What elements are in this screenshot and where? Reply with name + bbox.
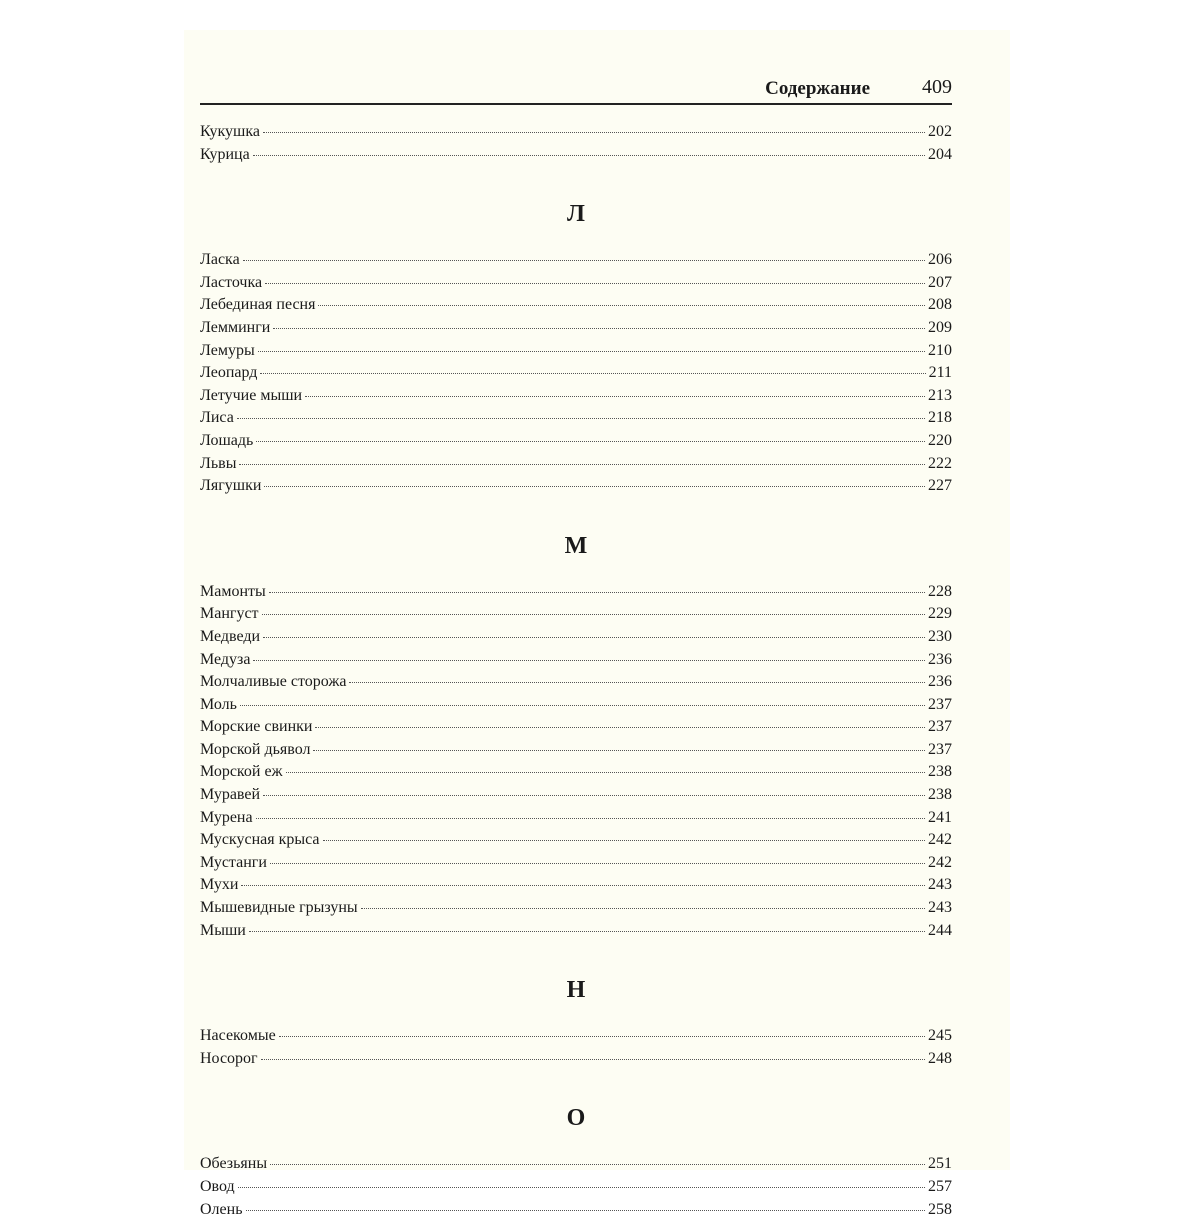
entry-page-number: 237 bbox=[928, 718, 952, 736]
dot-leader bbox=[265, 283, 925, 284]
entry-page-number: 245 bbox=[928, 1027, 952, 1045]
toc-entry bbox=[200, 829, 952, 852]
entry-page-number: 213 bbox=[928, 386, 952, 404]
entry-page-number: 208 bbox=[928, 296, 952, 314]
header-title: Содержание bbox=[765, 78, 870, 99]
dot-leader bbox=[264, 486, 925, 487]
dot-leader bbox=[323, 840, 925, 841]
toc-entry bbox=[200, 1153, 952, 1176]
entry-title: Курица bbox=[200, 145, 250, 163]
entry-page-number: 257 bbox=[928, 1178, 952, 1195]
dot-leader bbox=[286, 772, 925, 773]
entry-title: Лемминги bbox=[200, 318, 271, 336]
toc-entry bbox=[200, 649, 952, 672]
dot-leader bbox=[263, 795, 925, 796]
dot-leader bbox=[318, 305, 925, 306]
dot-leader bbox=[315, 727, 925, 728]
entry-title: Мурена bbox=[200, 808, 253, 826]
entry-page-number: 251 bbox=[928, 1155, 952, 1173]
dot-leader bbox=[305, 396, 925, 397]
entry-title: Лошадь bbox=[200, 431, 254, 449]
entry-title: Лебединая песня bbox=[200, 296, 316, 314]
running-header bbox=[200, 76, 952, 102]
section-letter-heading: Л bbox=[567, 201, 585, 228]
toc-entry bbox=[200, 340, 952, 363]
toc-entry bbox=[200, 385, 952, 408]
entry-page-number: 211 bbox=[928, 364, 952, 382]
header-rule bbox=[200, 103, 952, 105]
table-of-contents bbox=[200, 121, 952, 1221]
dot-leader bbox=[349, 682, 925, 683]
toc-section bbox=[200, 166, 952, 498]
entry-title: Кукушка bbox=[200, 123, 260, 140]
dot-leader bbox=[263, 637, 925, 638]
toc-entry bbox=[200, 807, 952, 830]
entry-page-number: 227 bbox=[928, 477, 952, 495]
toc-section bbox=[200, 1070, 952, 1221]
toc-entry bbox=[200, 739, 952, 762]
dot-leader bbox=[279, 1036, 925, 1037]
toc-entry bbox=[200, 475, 952, 498]
dot-leader bbox=[237, 418, 925, 419]
toc-entry bbox=[200, 1048, 952, 1071]
toc-section bbox=[200, 942, 952, 1070]
toc-entry bbox=[200, 1176, 952, 1199]
dot-leader bbox=[253, 660, 925, 661]
dot-leader bbox=[256, 818, 925, 819]
toc-entry bbox=[200, 671, 952, 694]
dot-leader bbox=[361, 908, 925, 909]
toc-entry bbox=[200, 272, 952, 295]
toc-section bbox=[200, 121, 952, 166]
entry-page-number: 220 bbox=[928, 431, 952, 449]
entry-title: Лиса bbox=[200, 409, 234, 427]
entry-page-number: 209 bbox=[928, 318, 952, 336]
entry-page-number: 244 bbox=[928, 921, 952, 939]
entry-page-number: 202 bbox=[928, 123, 952, 140]
toc-entry bbox=[200, 430, 952, 453]
toc-section bbox=[200, 498, 952, 943]
entry-title: Ласточка bbox=[200, 273, 263, 291]
toc-entry bbox=[200, 317, 952, 340]
entry-page-number: 243 bbox=[928, 876, 952, 894]
toc-entry bbox=[200, 626, 952, 649]
entry-title: Морские свинки bbox=[200, 718, 313, 736]
dot-leader bbox=[263, 132, 925, 133]
entry-page-number: 210 bbox=[928, 341, 952, 359]
dot-leader bbox=[249, 931, 925, 932]
dot-leader bbox=[243, 260, 925, 261]
entry-page-number: 206 bbox=[928, 251, 952, 269]
toc-entry bbox=[200, 121, 952, 144]
entry-title: Обезьяны bbox=[200, 1155, 268, 1173]
entry-page-number: 230 bbox=[928, 627, 952, 645]
entry-title: Мухи bbox=[200, 876, 239, 894]
entry-title: Морской еж bbox=[200, 763, 283, 781]
entry-title: Лягушки bbox=[200, 477, 262, 495]
dot-leader bbox=[270, 863, 925, 864]
entry-title: Насекомые bbox=[200, 1027, 276, 1045]
toc-entry bbox=[200, 1025, 952, 1048]
page-number: 409 bbox=[922, 76, 952, 98]
section-letter-heading: М bbox=[564, 532, 588, 559]
dot-leader bbox=[238, 1187, 925, 1188]
toc-entry bbox=[200, 784, 952, 807]
dot-leader bbox=[313, 750, 925, 751]
dot-leader bbox=[269, 592, 925, 593]
entry-title: Овод bbox=[200, 1178, 235, 1195]
dot-leader bbox=[240, 705, 925, 706]
entry-title: Мангуст bbox=[200, 605, 259, 623]
entry-title: Лемуры bbox=[200, 341, 255, 359]
entry-title: Моль bbox=[200, 695, 237, 713]
entry-page-number: 204 bbox=[928, 145, 952, 163]
toc-entry bbox=[200, 716, 952, 739]
toc-entry bbox=[200, 581, 952, 604]
toc-entry bbox=[200, 761, 952, 784]
entry-title: Медведи bbox=[200, 627, 261, 645]
dot-leader bbox=[253, 155, 925, 156]
entry-page-number: 236 bbox=[928, 673, 952, 691]
entry-title: Молчаливые сторожа bbox=[200, 673, 347, 691]
dot-leader bbox=[239, 464, 925, 465]
dot-leader bbox=[270, 1164, 925, 1165]
toc-entry bbox=[200, 1199, 952, 1221]
toc-entry bbox=[200, 453, 952, 476]
dot-leader bbox=[260, 373, 925, 374]
entry-page-number: 242 bbox=[928, 831, 952, 849]
entry-title: Муравей bbox=[200, 786, 261, 804]
toc-entry bbox=[200, 144, 952, 167]
section-letter-heading: О bbox=[566, 1105, 586, 1132]
entry-page-number: 236 bbox=[928, 650, 952, 668]
dot-leader bbox=[256, 441, 925, 442]
toc-entry bbox=[200, 694, 952, 717]
entry-page-number: 248 bbox=[928, 1049, 952, 1067]
entry-page-number: 237 bbox=[928, 695, 952, 713]
entry-title: Мускусная крыса bbox=[200, 831, 320, 849]
entry-page-number: 218 bbox=[928, 409, 952, 427]
section-letter-heading: Н bbox=[566, 977, 586, 1004]
entry-title: Морской дьявол bbox=[200, 740, 311, 758]
entry-title: Летучие мыши bbox=[200, 386, 303, 404]
toc-entry bbox=[200, 852, 952, 875]
entry-title: Мамонты bbox=[200, 582, 266, 600]
entry-page-number: 222 bbox=[928, 454, 952, 472]
dot-leader bbox=[273, 328, 925, 329]
toc-entry bbox=[200, 897, 952, 920]
entry-title: Носорог bbox=[200, 1049, 258, 1067]
entry-page-number: 237 bbox=[928, 740, 952, 758]
entry-page-number: 238 bbox=[928, 786, 952, 804]
entry-title: Мустанги bbox=[200, 853, 267, 871]
dot-leader bbox=[246, 1210, 926, 1211]
dot-leader bbox=[262, 614, 925, 615]
entry-page-number: 258 bbox=[928, 1200, 952, 1218]
entry-page-number: 229 bbox=[928, 605, 952, 623]
toc-entry bbox=[200, 362, 952, 385]
dot-leader bbox=[261, 1059, 925, 1060]
entry-title: Леопард bbox=[200, 364, 258, 382]
entry-title: Мыши bbox=[200, 921, 246, 939]
entry-page-number: 242 bbox=[928, 853, 952, 871]
entry-title: Мышевидные грызуны bbox=[200, 899, 358, 917]
entry-page-number: 228 bbox=[928, 582, 952, 600]
entry-page-number: 243 bbox=[928, 899, 952, 917]
toc-entry bbox=[200, 603, 952, 626]
toc-entry bbox=[200, 407, 952, 430]
entry-title: Ласка bbox=[200, 251, 240, 269]
toc-entry bbox=[200, 920, 952, 943]
dot-leader bbox=[241, 885, 925, 886]
entry-title: Олень bbox=[200, 1200, 243, 1218]
entry-title: Медуза bbox=[200, 650, 251, 668]
entry-page-number: 241 bbox=[928, 808, 952, 826]
toc-entry bbox=[200, 874, 952, 897]
entry-title: Львы bbox=[200, 454, 237, 472]
dot-leader bbox=[258, 351, 925, 352]
entry-page-number: 238 bbox=[928, 763, 952, 781]
toc-entry bbox=[200, 249, 952, 272]
entry-page-number: 207 bbox=[928, 273, 952, 291]
toc-entry bbox=[200, 294, 952, 317]
